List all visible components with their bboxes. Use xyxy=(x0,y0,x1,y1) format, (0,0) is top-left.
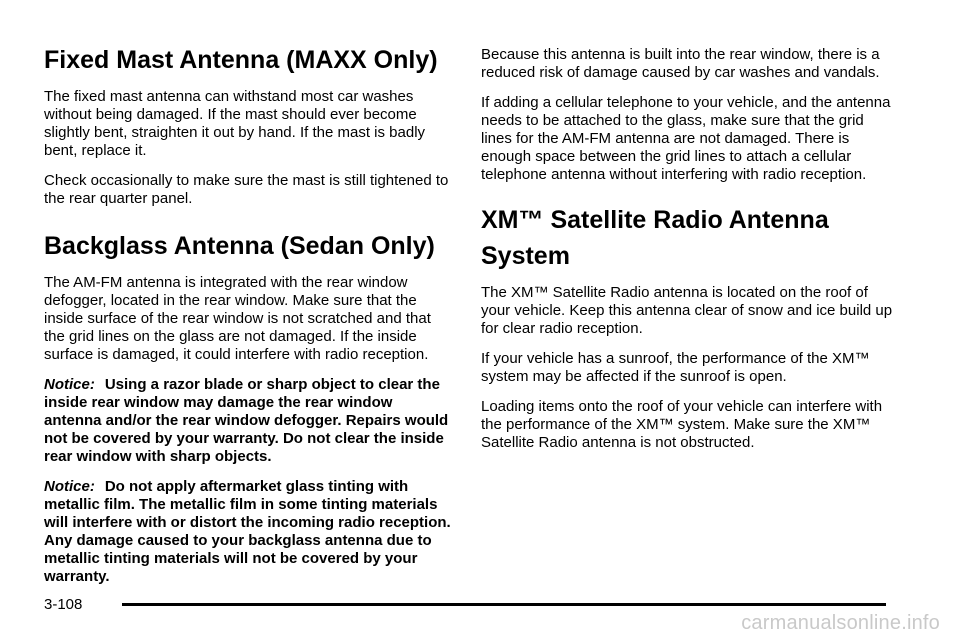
paragraph-fixed-mast-2: Check occasionally to make sure the mast is still tightened to the rear quarter panel. xyxy=(44,172,449,207)
page-number: 3-108 xyxy=(44,596,83,613)
notice-label: Notice: xyxy=(44,478,95,495)
notice-label: Notice: xyxy=(44,376,95,393)
paragraph-xm-2: If your vehicle has a sunroof, the performance of the XM™ system may be affected if the sunroof is open. xyxy=(481,350,870,385)
watermark: carmanualsonline.info xyxy=(741,612,940,634)
paragraph-backglass-2: Because this antenna is built into the rear window, there is a reduced risk of damage caused by car washes and vandals. xyxy=(481,46,880,81)
paragraph-xm-3: Loading items onto the roof of your vehicle can interfere with the performance of the XM™ system. Make sure the XM™ Satellite Radio antenna is not obstructed. xyxy=(481,398,883,451)
paragraph-fixed-mast-1: The fixed mast antenna can withstand most car washes without being damaged. If the mast should ever become slightly bent, straighten it out by hand. If the mast is badly bent, replace it. xyxy=(44,88,426,159)
heading-fixed-mast-antenna: Fixed Mast Antenna (MAXX Only) xyxy=(44,46,438,74)
notice-text: Do not apply aftermarket glass tinting with metallic film. The metallic film in some tinting materials will interfere with or distort the incoming radio reception. Any damage caused to your backglass antenna due to metallic tinting materials will not be covered by your warranty. xyxy=(44,478,451,585)
paragraph-cellular-antenna: If adding a cellular telephone to your vehicle, and the antenna needs to be attached to the glass, make sure that the grid lines for the AM-FM antenna are not damaged. There is enough space between the grid lines to attach a cellular telephone antenna without interfering with radio reception. xyxy=(481,94,891,183)
notice-glass-tinting xyxy=(44,478,454,586)
footer-divider xyxy=(122,603,886,606)
paragraph-backglass-1: The AM-FM antenna is integrated with the rear window defogger, located in the rear window. Make sure that the inside surface of the rear window is not scratched and that the grid lines on the glass are not damaged. If the inside surface is damaged, it could interfere with radio reception. xyxy=(44,274,431,363)
heading-xm-satellite-antenna: XM™ Satellite Radio Antenna System xyxy=(481,206,829,270)
heading-backglass-antenna: Backglass Antenna (Sedan Only) xyxy=(44,232,435,260)
notice-text: Using a razor blade or sharp object to clear the inside rear window may damage the rear window antenna and/or the rear window defogger. Repairs would not be covered by your warranty. Do not clear the inside rear window with sharp objects. xyxy=(44,376,449,465)
notice-razor-blade xyxy=(44,376,454,466)
right-column xyxy=(481,46,896,464)
left-column xyxy=(44,40,454,598)
paragraph-xm-1: The XM™ Satellite Radio antenna is located on the roof of your vehicle. Keep this antenna clear of snow and ice build up for clear radio reception. xyxy=(481,284,893,337)
